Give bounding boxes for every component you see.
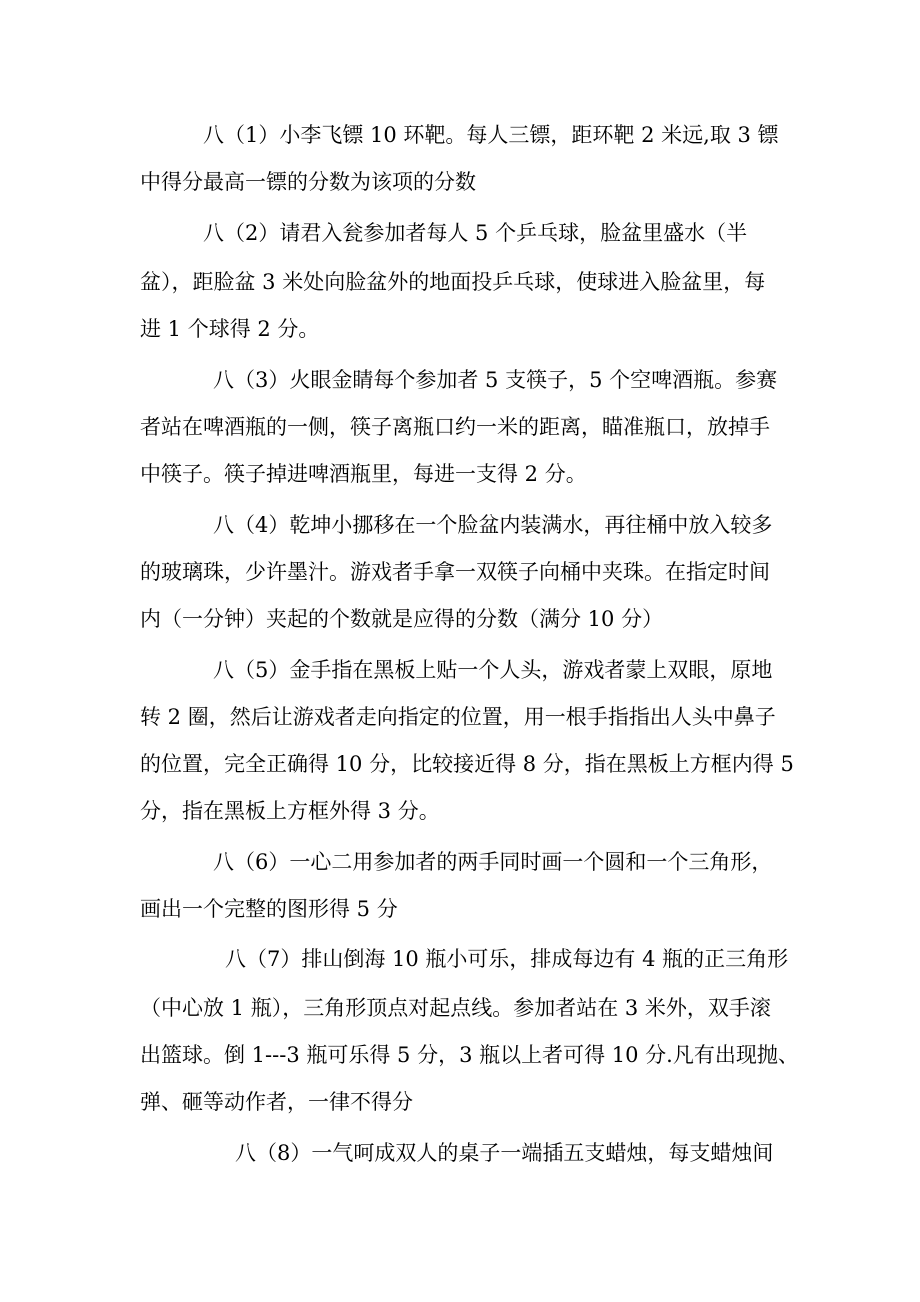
p1-line-1: 八（1）小李飞镖 10 环靶。每人三镖，距环靶 2 米远,取 3 镖	[203, 123, 779, 147]
p2-line-1: 八（2）请君入瓮参加者每人 5 个乒乓球，脸盆里盛水（半	[203, 221, 748, 245]
p8-line-1: 八（8）一气呵成双人的桌子一端插五支蜡烛，每支蜡烛间	[235, 1141, 774, 1165]
p7-line-1: 八（7）排山倒海 10 瓶小可乐，排成每边有 4 瓶的正三角形	[225, 947, 789, 971]
p5-line-3: 的位置，完全正确得 10 分，比较接近得 8 分，指在黑板上方框内得 5	[140, 752, 794, 776]
p7-line-4: 弹、砸等动作者，一律不得分	[140, 1090, 413, 1114]
p4-line-2: 的玻璃珠，少许墨汁。游戏者手拿一双筷子向桶中夹珠。在指定时间	[140, 560, 770, 584]
p5-line-4: 分，指在黑板上方框外得 3 分。	[140, 799, 440, 823]
p3-line-3: 中筷子。筷子掉进啤酒瓶里，每进一支得 2 分。	[140, 462, 587, 486]
p7-line-3: 出篮球。倒 1---3 瓶可乐得 5 分，3 瓶以上者可得 10 分.凡有出现抛、	[140, 1043, 799, 1067]
p4-line-1: 八（4）乾坤小挪移在一个脸盆内装满水，再往桶中放入较多	[213, 513, 773, 537]
p7-line-2: （中心放 1 瓶），三角形顶点对起点线。参加者站在 3 米外，双手滚	[140, 996, 771, 1020]
p6-line-1: 八（6）一心二用参加者的两手同时画一个圆和一个三角形，	[213, 850, 773, 874]
p5-line-2: 转 2 圈，然后让游戏者走向指定的位置，用一根手指指出人头中鼻子	[140, 705, 776, 729]
p5-line-1: 八（5）金手指在黑板上贴一个人头，游戏者蒙上双眼，原地	[213, 658, 773, 682]
p3-line-2: 者站在啤酒瓶的一侧，筷子离瓶口约一米的距离，瞄准瓶口，放掉手	[140, 415, 770, 439]
p4-line-3: 内（一分钟）夹起的个数就是应得的分数（满分 10 分）	[140, 607, 664, 631]
p1-line-2: 中得分最高一镖的分数为该项的分数	[140, 170, 476, 194]
p6-line-2: 画出一个完整的图形得 5 分	[140, 897, 398, 921]
p3-line-1: 八（3）火眼金睛每个参加者 5 支筷子，5 个空啤酒瓶。参赛	[213, 368, 778, 392]
p2-line-2: 盆），距脸盆 3 米处向脸盆外的地面投乒乓球，使球进入脸盆里，每	[140, 270, 766, 294]
p2-line-3: 进 1 个球得 2 分。	[140, 317, 320, 341]
